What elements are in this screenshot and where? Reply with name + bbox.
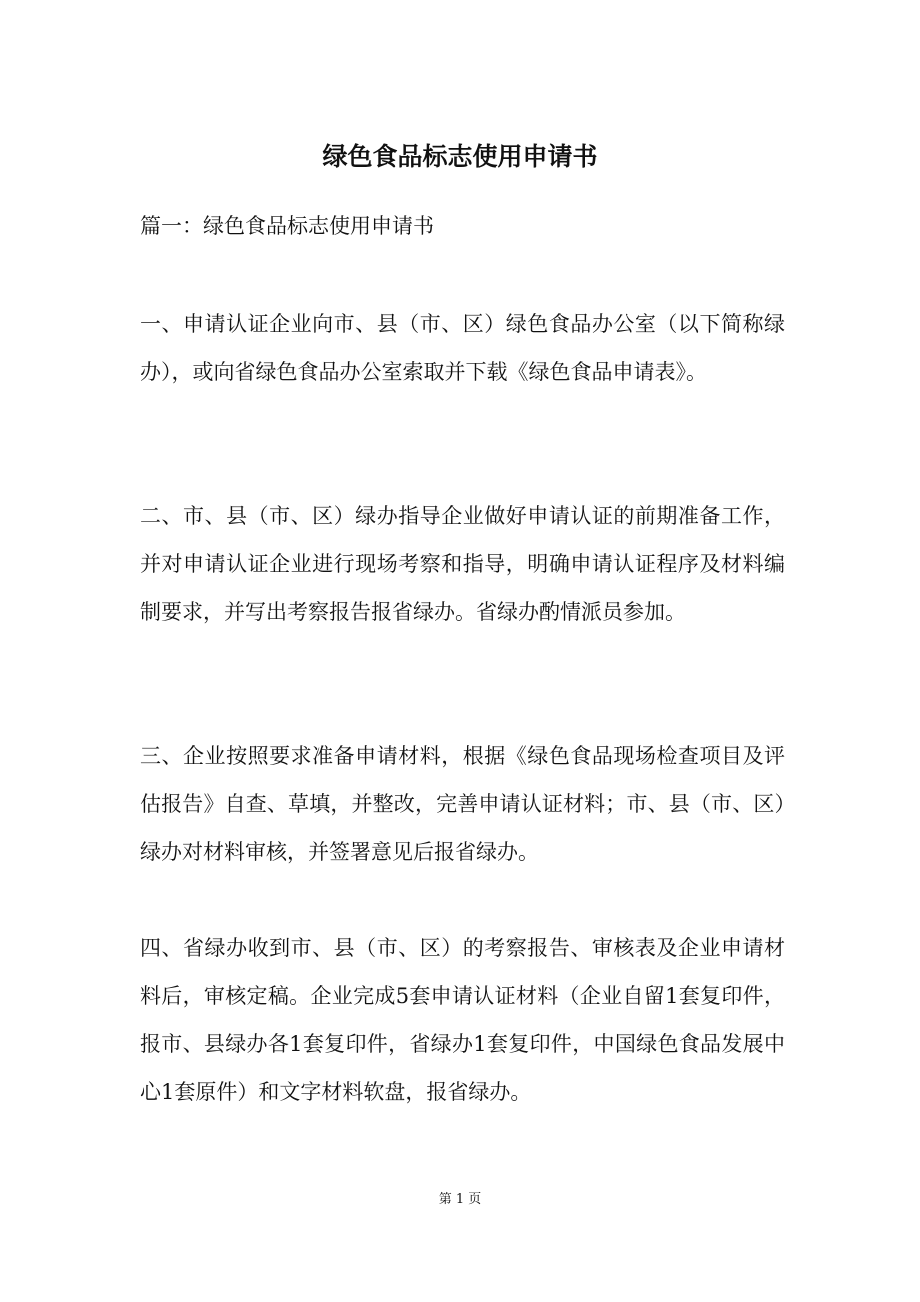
paragraph-step-2: 二、市、县（市、区）绿办指导企业做好申请认证的前期准备工作，并对申请认证企业进行现场考察和指导，明确申请认证程序及材料编制要求，并写出考察报告报省绿办。省绿办酌情派员参加。 bbox=[140, 504, 785, 624]
paragraph-step-1: 一、申请认证企业向市、县（市、区）绿色食品办公室（以下简称绿办），或向省绿色食品办公室索取并下载《绿色食品申请表》。 bbox=[140, 312, 785, 384]
paragraph-step-4: 四、省绿办收到市、县（市、区）的考察报告、审核表及企业申请材料后，审核定稿。企业完成5套申请认证材料（企业自留1套复印件，报市、县绿办各1套复印件，省绿办1套复印件，中国绿色食品发展中心1套原件）和文字材料软盘，报省绿办。 bbox=[140, 936, 785, 1104]
page-number: 第 1 页 bbox=[438, 1192, 482, 1207]
page-title: 绿色食品标志使用申请书 bbox=[322, 142, 598, 171]
section-heading: 篇一：绿色食品标志使用申请书 bbox=[140, 214, 434, 238]
paragraph-step-3: 三、企业按照要求准备申请材料，根据《绿色食品现场检查项目及评估报告》自查、草填，并整改，完善申请认证材料；市、县（市、区）绿办对材料审核，并签署意见后报省绿办。 bbox=[140, 744, 785, 864]
